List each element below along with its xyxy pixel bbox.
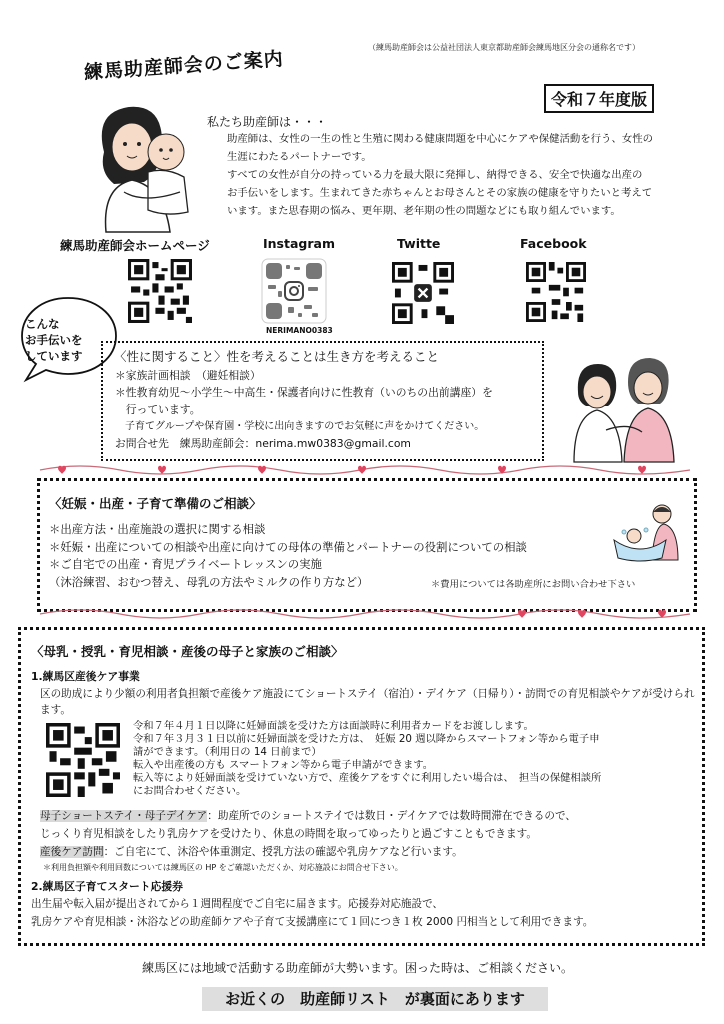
- bubble-line: しています: [25, 349, 83, 363]
- bubble-line: こんな: [25, 317, 60, 331]
- postpartum-qr-text: [133, 720, 693, 798]
- sex-line: 子育てグループや保育園・学校に出向きますのでお気軽に声をかけてください。: [115, 421, 485, 432]
- qr-text-line: 請ができます。（利用日の 14 日前まで）: [133, 746, 322, 758]
- org-note: （練馬助産師会は公益社団法人東京都助産師会練馬地区分会の通称名です）: [368, 43, 640, 52]
- heart-garland-bottom: [40, 606, 690, 622]
- qr-text-line: 転入や出産後の方も スマートフォン等から電子申請ができます。: [133, 759, 434, 771]
- shortstay-line: [40, 807, 695, 825]
- instagram-label: Instagram: [263, 236, 335, 251]
- instagram-qr-code-icon[interactable]: [262, 259, 326, 323]
- heart-garland-top: [40, 462, 690, 478]
- instagram-id: NERIMANO0383: [266, 326, 333, 335]
- intro-line: 生涯にわたるパートナーです。: [227, 151, 372, 163]
- postpartum-section-title: 〈母乳・授乳・育児相談・産後の母子と家族のご相談〉: [31, 644, 344, 659]
- postpartum-qr-code-icon[interactable]: [46, 723, 120, 797]
- shortstay-label: 母子ショートステイ・母子デイケア: [40, 810, 208, 822]
- intro-body: [227, 130, 697, 220]
- bubble-line: お手伝いを: [25, 333, 83, 347]
- facebook-qr-code-icon[interactable]: [526, 262, 586, 322]
- sex-line: 行っています。: [115, 403, 201, 416]
- contact-email[interactable]: お問合せ先 練馬助産師会：nerima.mw0383@gmail.com: [115, 437, 411, 450]
- qr-text-line: にお問合わせください。: [133, 785, 247, 797]
- sex-section-body: [115, 367, 535, 452]
- pregnancy-line: ＊妊娠・出産についての相談や出産に向けての母体の準備とパートナーの役割についての相談: [49, 539, 527, 554]
- intro-line: 助産師は、女性の一生の性と生殖に関わる健康問題を中心にケアや保健活動を行う、女性の: [227, 133, 654, 145]
- shortstay-text: ：助産所でのショートステイでは数日・デイケアでは数時間滞在できるので、: [207, 810, 576, 822]
- qr-text-line: 令和７年４月１日以降に妊婦面談を受けた方は面談時に利用者カードをお渡しします。: [133, 720, 534, 732]
- page-title: 練馬助産師会のご案内: [83, 48, 285, 84]
- qr-text-line: 転入等により妊婦面談を受けていない方で、産後ケアをすぐに利用したい場合は、 担当の保健相談所: [133, 772, 602, 784]
- pregnancy-cost-note: ＊費用については各助産所にお問い合わせ下さい: [431, 579, 636, 590]
- twitter-qr-code-icon[interactable]: [392, 262, 454, 324]
- sex-line: ＊性教育幼児～小学生～中高生・保護者向けに性教育（いのちの出前講座）を: [115, 386, 493, 399]
- pregnancy-section-title: 〈妊娠・出産・子育て準備のご相談〉: [49, 496, 262, 511]
- shortstay-line-2: じっくり育児相談をしたり乳房ケアを受けたり、休息の時間を取ってゆったりと過ごすこともできます。: [40, 828, 537, 840]
- coupon-body: [31, 895, 696, 931]
- twitter-label: Twitte: [397, 236, 441, 251]
- pregnancy-line: ＊出産方法・出産施設の選択に関する相談: [49, 522, 266, 536]
- coupon-line: 出生届や転入届が提出されてから１週間程度でご自宅に届きます。応援券対応施設で、: [31, 898, 444, 910]
- intro-line: います。また思春期の悩み、更年期、老年期の性の問題などにも取り組んでいます。: [227, 205, 621, 217]
- postpartum-services: [40, 807, 695, 861]
- facebook-label: Facebook: [520, 236, 587, 251]
- coupon-heading: 2.練馬区子育てスタート応援券: [31, 880, 183, 893]
- intro-line: お手伝いをします。生まれてきた赤ちゃんとお母さんとその家族の健康を守りたいと考えて: [227, 187, 653, 199]
- mother-baby-illustration: [84, 92, 200, 232]
- intro-heading: 私たち助産師は・・・: [207, 115, 328, 129]
- baby-bath-illustration: [610, 502, 684, 564]
- bubble-text: [25, 316, 83, 364]
- mothers-talking-illustration: [568, 352, 678, 462]
- edition-badge: 令和７年度版: [544, 84, 654, 113]
- midwife-list-note: お近くの 助産師リスト が裏面にあります: [202, 987, 548, 1011]
- visit-label: 産後ケア訪問: [40, 846, 104, 858]
- coupon-line: 乳房ケアや育児相談・沐浴などの助産師ケアや子育て支援講座にて１回につき１枚 2000 円相当として利用できます。: [31, 916, 594, 928]
- footer-message: 練馬区には地域で活動する助産師が大勢います。困った時は、ご相談ください。: [142, 961, 574, 975]
- sex-section-title: 〈性に関すること〉性を考えることは生き方を考えること: [114, 349, 440, 364]
- sex-line: ＊家族計画相談 （避妊相談）: [115, 369, 261, 382]
- qr-text-line: 令和７年３月３１日以前に妊婦面談を受けた方は、 妊娠 20 週以降からスマートフォン等から電子申: [133, 733, 600, 745]
- postpartum-care-body: 区の助成により少額の利用者負担額で産後ケア施設にてショートステイ（宿泊）・デイケア（日帰り）・訪問での育児相談やケアが受けられます。: [40, 688, 695, 716]
- visit-text: ：ご自宅にて、沐浴や体重測定、授乳方法の確認や乳房ケアなど行います。: [103, 846, 463, 858]
- homepage-qr-code-icon[interactable]: [128, 259, 192, 323]
- visit-line: [40, 843, 695, 861]
- pregnancy-line: （沐浴練習、おむつ替え、母乳の方法やミルクの作り方など）: [49, 574, 369, 589]
- fee-note: ＊利用負担額や利用回数については練馬区の HP をご確認いただくか、対応施設にお問合せ下さい。: [43, 863, 403, 872]
- homepage-label: 練馬助産師会ホームページ: [60, 238, 210, 253]
- pregnancy-line: ＊ご自宅での出産・育児プライベートレッスンの実施: [49, 557, 322, 571]
- intro-line: すべての女性が自分の持っている力を最大限に発揮し、納得できる、安全で快適な出産の: [227, 169, 643, 181]
- postpartum-care-heading: 1.練馬区産後ケア事業: [31, 670, 140, 683]
